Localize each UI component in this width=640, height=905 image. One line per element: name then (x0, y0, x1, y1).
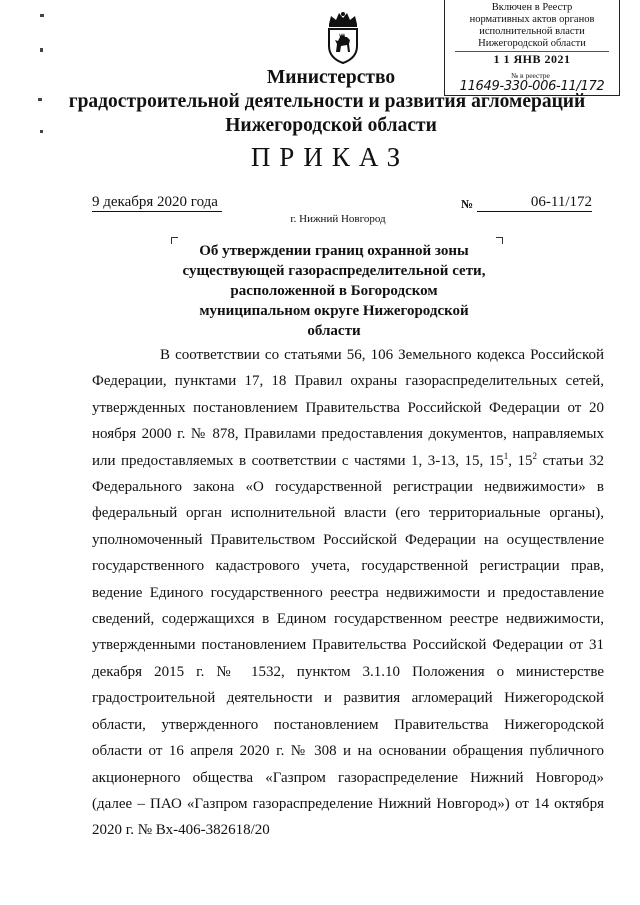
number-label: № (461, 197, 474, 211)
subject-line-4: муниципальном округе Нижегородской (199, 303, 469, 319)
body-text-part-2: , 15 (508, 452, 533, 469)
stamp-line-3: исполнительной власти (479, 26, 585, 37)
document-date: 9 декабря 2020 года (92, 193, 222, 212)
stamp-date: 1 1 ЯНВ 2021 (455, 51, 609, 65)
ministry-line-1: Министерство (266, 67, 396, 88)
superscript-1: 1 (503, 450, 509, 461)
stamp-line-2: нормативных актов органов (469, 14, 595, 25)
body-text-part-1: В соответствии со статьями 56, 106 Земельного кодекса Российской Федерации, пунктами 17, 18 Правил охраны газораспределительных сетей, утвержденных постановлением Правительства Российской Федерации от 20 ноября 2000 г. № 878, Правилами предоставления документов, направляемых или предоставляемых в соответствии с частями 1, 3-13, 15, 15 (92, 347, 604, 469)
stamp-registry-label: № в реестре (511, 71, 550, 80)
subject-line-1: Об утверждении границ охранной зоны (199, 243, 469, 259)
stamp-line-1: Включен в Реестр (491, 2, 573, 13)
document-type-title: ПРИКАЗ (250, 142, 410, 172)
document-subject (175, 241, 493, 341)
ministry-line-3: Нижегородской области (225, 115, 437, 136)
superscript-2: 2 (532, 450, 537, 461)
subject-line-2: существующей газораспределительной сети, (182, 263, 486, 279)
stamp-registry-number: 11649-330-006-11/172 (459, 79, 605, 94)
document-number: 06-11/172 (477, 193, 592, 212)
scan-speck (40, 48, 43, 52)
subject-line-3: расположенной в Богородском (230, 283, 438, 299)
stamp-line-4: Нижегородской области (478, 38, 586, 49)
ministry-header (0, 66, 640, 138)
body-text-part-3: статьи 32 Федерального закона «О государственной регистрации недвижимости» в федеральный орган исполнительной власти (его территориальные органы), уполномоченный Правительством Российской Федерации на осуществление государственного кадастрового учета, государственной регистрации прав, ведение Единого государственного реестра недвижимости и предоставление сведений, содержащихся в Едином государственном реестре недвижимости, утвержденными постановлением Правительства Российской Федерации от 31 декабря 2015 г. № 1532, пунктом 3.1.10 Положения о министерстве градостроительной деятельности и развития агломераций Нижегородской области, утвержденного постановлением Правительства Нижегородской области от 16 апреля 2020 г. № 308 и на основании обращения публичного акционерного общества «Газпром газораспределение Нижний Новгород» (далее – ПАО «Газпром газораспределение Нижний Новгород») от 14 октября 2020 г. № Вх-406-382618/20 (92, 452, 605, 839)
ministry-line-2: градостроительной деятельности и развития агломераций (68, 91, 586, 112)
scan-speck (40, 14, 44, 17)
subject-corner-right (496, 237, 503, 244)
document-city: г. Нижний Новгород (290, 213, 386, 225)
coat-of-arms-icon (323, 10, 363, 64)
subject-line-5: области (307, 323, 361, 339)
body-paragraph (92, 342, 604, 844)
